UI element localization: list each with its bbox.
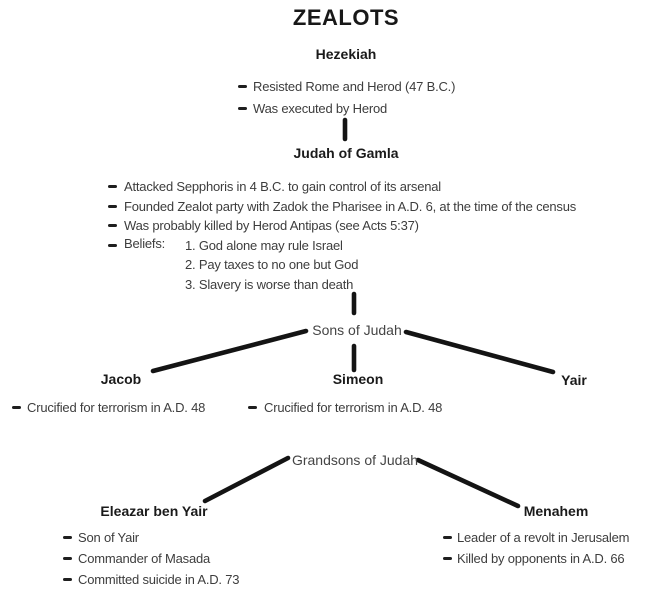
belief-item: 3. Slavery is worse than death — [185, 276, 354, 292]
fact-row — [108, 177, 576, 197]
page-title: ZEALOTS — [292, 5, 400, 30]
fact-row — [63, 548, 239, 569]
bullet-dash-icon — [443, 557, 452, 560]
fact-row — [238, 98, 455, 120]
hezekiah-facts — [238, 76, 455, 119]
connector-grandsons-menahem — [418, 460, 518, 506]
bullet-dash-icon — [108, 244, 117, 247]
fact-row — [63, 527, 239, 548]
fact-text: Was probably killed by Herod Antipas (see Acts 5:37) — [124, 218, 419, 234]
eleazar-facts — [63, 527, 239, 590]
person-judah-of-gamla: Judah of Gamla — [293, 145, 399, 161]
fact-text: Was executed by Herod — [253, 100, 388, 116]
group-label-grandsons-of-judah: Grandsons of Judah — [291, 452, 419, 468]
fact-text: Crucified for terrorism in A.D. 48 — [264, 400, 443, 415]
fact-row — [248, 397, 442, 418]
fact-text: Leader of a revolt in Jerusalem — [457, 530, 630, 545]
menahem-facts — [443, 527, 629, 569]
fact-row — [12, 397, 205, 418]
belief-item: 2. Pay taxes to no one but God — [185, 257, 359, 273]
beliefs-row — [108, 236, 576, 295]
person-menahem: Menahem — [523, 503, 589, 519]
person-jacob: Jacob — [100, 371, 142, 387]
bullet-dash-icon — [108, 185, 117, 188]
fact-row — [443, 527, 629, 548]
bullet-dash-icon — [238, 85, 247, 88]
connector-sons-jacob — [153, 331, 306, 371]
simeon-facts — [248, 397, 442, 418]
fact-text: Committed suicide in A.D. 73 — [78, 572, 240, 587]
fact-text: Founded Zealot party with Zadok the Pharisee in A.D. 6, at the time of the census — [124, 198, 577, 214]
bullet-dash-icon — [238, 107, 247, 110]
fact-row — [443, 548, 629, 569]
connector-grandsons-eleazar — [205, 458, 288, 501]
bullet-dash-icon — [63, 536, 72, 539]
person-simeon: Simeon — [332, 371, 384, 387]
bullet-dash-icon — [63, 578, 72, 581]
beliefs-list — [185, 236, 358, 295]
person-yair: Yair — [561, 372, 587, 388]
fact-text: Attacked Sepphoris in 4 B.C. to gain control of its arsenal — [124, 179, 441, 195]
person-hezekiah: Hezekiah — [315, 46, 377, 62]
jacob-facts — [12, 397, 205, 418]
bullet-dash-icon — [248, 406, 257, 409]
bullet-dash-icon — [12, 406, 21, 409]
bullet-dash-icon — [108, 205, 117, 208]
beliefs-label: Beliefs: — [124, 235, 166, 251]
group-label-sons-of-judah: Sons of Judah — [312, 322, 402, 338]
fact-row — [238, 76, 455, 98]
fact-row — [108, 197, 576, 217]
bullet-dash-icon — [63, 557, 72, 560]
judah-facts — [108, 177, 576, 294]
fact-text: Killed by opponents in A.D. 66 — [457, 551, 625, 566]
connector-sons-yair — [406, 332, 553, 372]
belief-item: 1. God alone may rule Israel — [185, 237, 343, 253]
fact-text: Resisted Rome and Herod (47 B.C.) — [253, 79, 456, 95]
bullet-dash-icon — [108, 224, 117, 227]
bullet-dash-icon — [443, 536, 452, 539]
person-eleazar-ben-yair: Eleazar ben Yair — [100, 503, 208, 519]
fact-text: Son of Yair — [78, 530, 139, 545]
fact-row — [108, 216, 576, 236]
fact-row — [63, 569, 239, 590]
fact-text: Crucified for terrorism in A.D. 48 — [27, 400, 206, 415]
fact-text: Commander of Masada — [78, 551, 211, 566]
